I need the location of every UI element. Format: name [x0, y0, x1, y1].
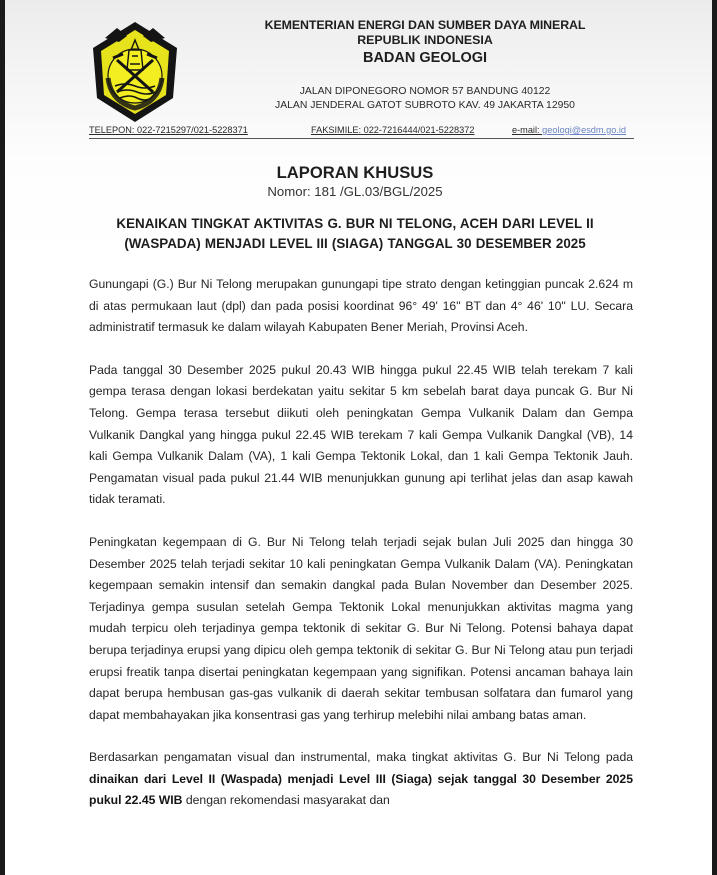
paragraph-seismic-events: Pada tanggal 30 Desember 2025 pukul 20.43 WIB hingga pukul 22.45 WIB telah terekam 7 kali gempa terasa dengan lokasi berdekatan yaitu sekitar 5 km sebelah barat daya puncak G. Bur Ni Telong. Gempa terasa tersebut diikuti oleh peningkatan Gempa Vulkanik Dalam dan Gempa Vulkanik Dangkal yang hingga pukul 22.45 WIB terekam 7 kali Gempa Vulkanik Dangkal (VB), 14 kali Gempa Vulkanik Dalam (VA), 1 kali Gempa Tektonik Lokal, dan 1 kali Gempa Tektonik Jauh. Pengamatan visual pada pukul 21.44 WIB menunjukkan gunung api terlihat jelas dan asap kawah tidak teramati. [89, 362, 633, 507]
decision-text-start: Berdasarkan pengamatan visual dan instrumental, maka tingkat aktivitas G. Bur Ni Telong pada [89, 750, 633, 765]
telephone-numbers: TELEPON: 022-7215297/021-5228371 [89, 125, 248, 135]
report-heading [65, 162, 645, 254]
letterhead-block [5, 0, 712, 140]
paragraph-volcano-profile: Gunungapi (G.) Bur Ni Telong merupakan gunungapi tipe strato dengan ketinggian puncak 2.624 m di atas permukaan laut (dpl) dan pada posisi koordinat 96° 49' 16" BT dan 4° 46' 10" LU. Secara administratif termasuk ke dalam wilayah Kabupaten Bener Meriah, Provinsi Aceh. [89, 277, 633, 335]
decision-text-end: dengan rekomendasi masyarakat dan [182, 793, 390, 808]
letterhead [230, 18, 620, 113]
paragraph-hazard-assessment: Peningkatan kegempaan di G. Bur Ni Telong telah terjadi sejak bulan Juli 2025 dan hingga 30 Desember 2025 telah terjadi sekitar 10 kali peningkatan Gempa Vulkanik Dalam (VA). Peningkatan kegempaan semakin intensif dan semakin dangkal pada Bulan November dan Desember 2025. Terjadinya gempa susulan setelah Gempa Tektonik Lokal menunjukkan aktivitas magma yang mudah terpicu oleh terjadinya gempa tektonik di sekitar G. Bur Ni Telong. Potensi bahaya dapat berupa terjadinya erupsi yang dipicu oleh gempa tektonik di sekitar G. Bur Ni Telong atau pun terjadi erupsi freatik tanpa disertai peningkatan kegempaan yang signifikan. Potensi ancaman bahaya lain dapat berupa hembusan gas-gas vulkanik di daerah sekitar tembusan solfatara dan fumarol yang dapat membahayakan jika konsentrasi gas yang terhirup melebihi nilai ambang batas aman. [89, 534, 633, 722]
paragraph-status-decision [89, 747, 633, 812]
report-body [89, 274, 633, 812]
contact-line [89, 124, 634, 139]
ministry-name: KEMENTERIAN ENERGI DAN SUMBER DAYA MINERAL [264, 18, 586, 32]
address-jakarta: JALAN JENDERAL GATOT SUBROTO KAV. 49 JAKARTA 12950 [275, 100, 575, 111]
kesdm-emblem-icon [87, 20, 183, 124]
report-title: LAPORAN KHUSUS [276, 163, 434, 182]
document-page [5, 0, 712, 875]
report-subject-line-1: KENAIKAN TINGKAT AKTIVITAS G. BUR NI TELONG, ACEH DARI LEVEL II [116, 216, 594, 231]
decision-level-change: dinaikan dari Level II (Waspada) menjadi Level III (Siaga) sejak tanggal 30 Desember 2025 pukul 22.45 WIB [89, 771, 633, 808]
email-contact [512, 125, 626, 135]
address-bandung: JALAN DIPONEGORO NOMOR 57 BANDUNG 40122 [299, 86, 551, 97]
fax-numbers: FAKSIMILE: 022-7216444/021-5228372 [311, 125, 475, 135]
report-subject [65, 214, 645, 254]
email-label: e-mail: [512, 125, 543, 135]
email-link[interactable]: geologi@esdm.go.id [542, 125, 627, 135]
republic-name: REPUBLIK INDONESIA [357, 33, 493, 47]
agency-name: BADAN GEOLOGI [362, 50, 488, 66]
report-subject-line-2: (WASPADA) MENJADI LEVEL III (SIAGA) TANGGAL 30 DESEMBER 2025 [124, 236, 586, 251]
report-number: Nomor: 181 /GL.03/BGL/2025 [267, 184, 443, 199]
